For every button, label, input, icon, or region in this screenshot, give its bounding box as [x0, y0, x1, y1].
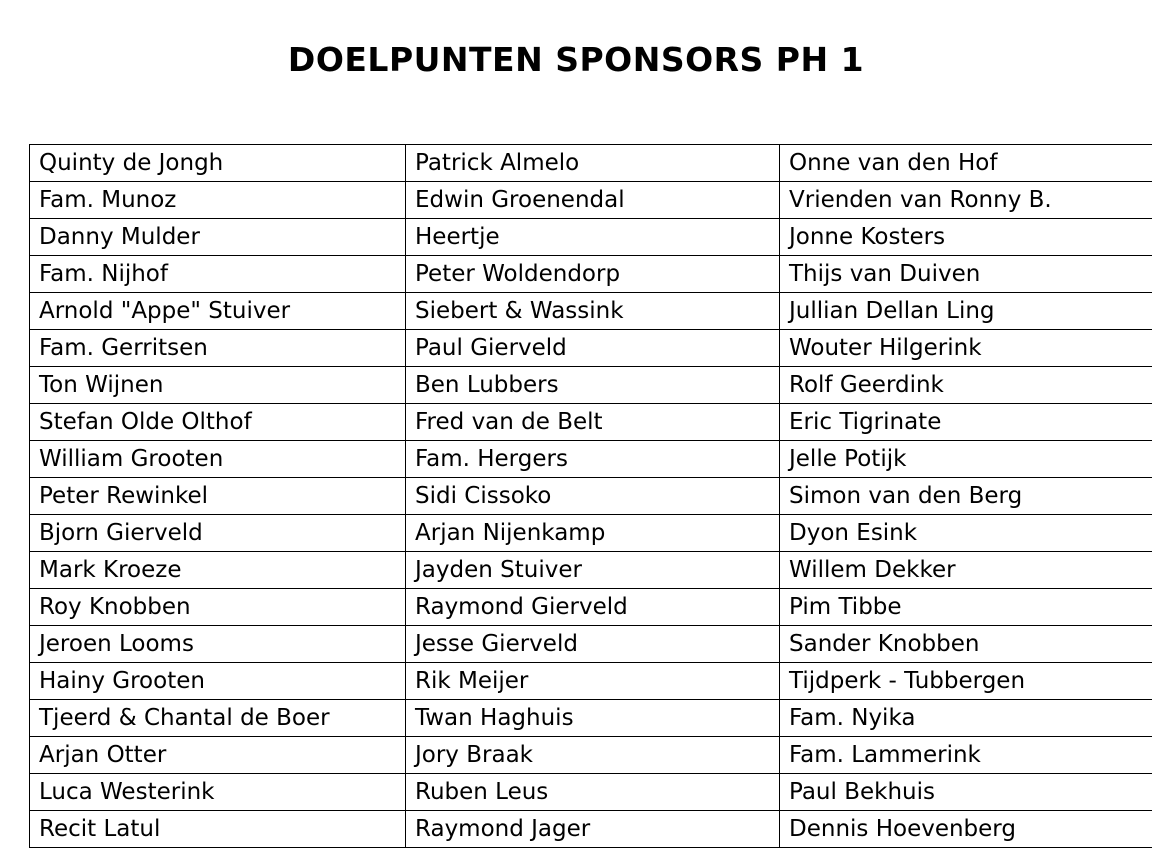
sponsor-cell: Recit Latul [30, 811, 406, 848]
sponsor-cell: Bjorn Gierveld [30, 515, 406, 552]
sponsor-cell: Rolf Geerdink [780, 367, 1152, 404]
sponsor-cell: Paul Bekhuis [780, 774, 1152, 811]
sponsor-cell: Tijdperk - Tubbergen [780, 663, 1152, 700]
sponsor-cell: Jayden Stuiver [406, 552, 780, 589]
sponsor-cell: Pim Tibbe [780, 589, 1152, 626]
sponsor-cell: Fam. Nyika [780, 700, 1152, 737]
sponsor-cell: Onne van den Hof [780, 145, 1152, 182]
sponsor-cell: Twan Haghuis [406, 700, 780, 737]
sponsor-cell: Peter Woldendorp [406, 256, 780, 293]
sponsor-cell: Peter Rewinkel [30, 478, 406, 515]
sponsor-cell: William Grooten [30, 441, 406, 478]
sponsor-cell: Jelle Potijk [780, 441, 1152, 478]
table-row [30, 330, 1152, 367]
sponsor-cell: Dennis Hoevenberg [780, 811, 1152, 848]
sponsor-cell: Eric Tigrinate [780, 404, 1152, 441]
sponsor-cell: Ton Wijnen [30, 367, 406, 404]
sponsor-cell: Arnold "Appe" Stuiver [30, 293, 406, 330]
table-row [30, 626, 1152, 663]
sponsor-cell: Heertje [406, 219, 780, 256]
sponsor-cell: Jonne Kosters [780, 219, 1152, 256]
sponsor-cell: Fam. Nijhof [30, 256, 406, 293]
sponsor-cell: Fam. Lammerink [780, 737, 1152, 774]
sponsor-cell: Fam. Munoz [30, 182, 406, 219]
sponsor-cell: Patrick Almelo [406, 145, 780, 182]
sponsor-cell: Jesse Gierveld [406, 626, 780, 663]
sponsor-cell: Vrienden van Ronny B. [780, 182, 1152, 219]
table-row [30, 663, 1152, 700]
sponsor-cell: Stefan Olde Olthof [30, 404, 406, 441]
sponsor-cell: Tjeerd & Chantal de Boer [30, 700, 406, 737]
sponsor-cell: Jullian Dellan Ling [780, 293, 1152, 330]
table-row [30, 182, 1152, 219]
table-row [30, 367, 1152, 404]
table-row [30, 589, 1152, 626]
table-row [30, 478, 1152, 515]
sponsor-cell: Paul Gierveld [406, 330, 780, 367]
sponsor-cell: Jory Braak [406, 737, 780, 774]
sponsor-cell: Mark Kroeze [30, 552, 406, 589]
sponsor-cell: Edwin Groenendal [406, 182, 780, 219]
sponsor-cell: Rik Meijer [406, 663, 780, 700]
table-row [30, 441, 1152, 478]
sponsor-cell: Dyon Esink [780, 515, 1152, 552]
sponsor-cell: Arjan Nijenkamp [406, 515, 780, 552]
sponsor-cell: Sander Knobben [780, 626, 1152, 663]
sponsors-table [29, 144, 1152, 848]
sponsor-cell: Arjan Otter [30, 737, 406, 774]
sponsor-cell: Jeroen Looms [30, 626, 406, 663]
sponsor-cell: Thijs van Duiven [780, 256, 1152, 293]
sponsor-cell: Danny Mulder [30, 219, 406, 256]
sponsor-cell: Fam. Gerritsen [30, 330, 406, 367]
sponsor-cell: Ben Lubbers [406, 367, 780, 404]
sponsor-cell: Raymond Gierveld [406, 589, 780, 626]
table-row [30, 293, 1152, 330]
table-row [30, 404, 1152, 441]
sponsor-cell: Simon van den Berg [780, 478, 1152, 515]
table-row [30, 700, 1152, 737]
sponsors-table-container [29, 144, 1123, 848]
table-row [30, 811, 1152, 848]
table-row [30, 774, 1152, 811]
sponsors-table-body [30, 145, 1152, 848]
sponsor-cell: Ruben Leus [406, 774, 780, 811]
table-row [30, 256, 1152, 293]
sponsor-cell: Siebert & Wassink [406, 293, 780, 330]
sponsor-cell: Fam. Hergers [406, 441, 780, 478]
table-row [30, 145, 1152, 182]
sponsor-cell: Roy Knobben [30, 589, 406, 626]
table-row [30, 737, 1152, 774]
page-title: DOELPUNTEN SPONSORS PH 1 [287, 40, 865, 79]
sponsor-cell: Raymond Jager [406, 811, 780, 848]
sponsor-cell: Hainy Grooten [30, 663, 406, 700]
sponsor-cell: Sidi Cissoko [406, 478, 780, 515]
sponsor-cell: Fred van de Belt [406, 404, 780, 441]
sponsor-cell: Wouter Hilgerink [780, 330, 1152, 367]
sponsor-cell: Willem Dekker [780, 552, 1152, 589]
sponsor-cell: Luca Westerink [30, 774, 406, 811]
sponsor-cell: Quinty de Jongh [30, 145, 406, 182]
table-row [30, 219, 1152, 256]
table-row [30, 552, 1152, 589]
table-row [30, 515, 1152, 552]
